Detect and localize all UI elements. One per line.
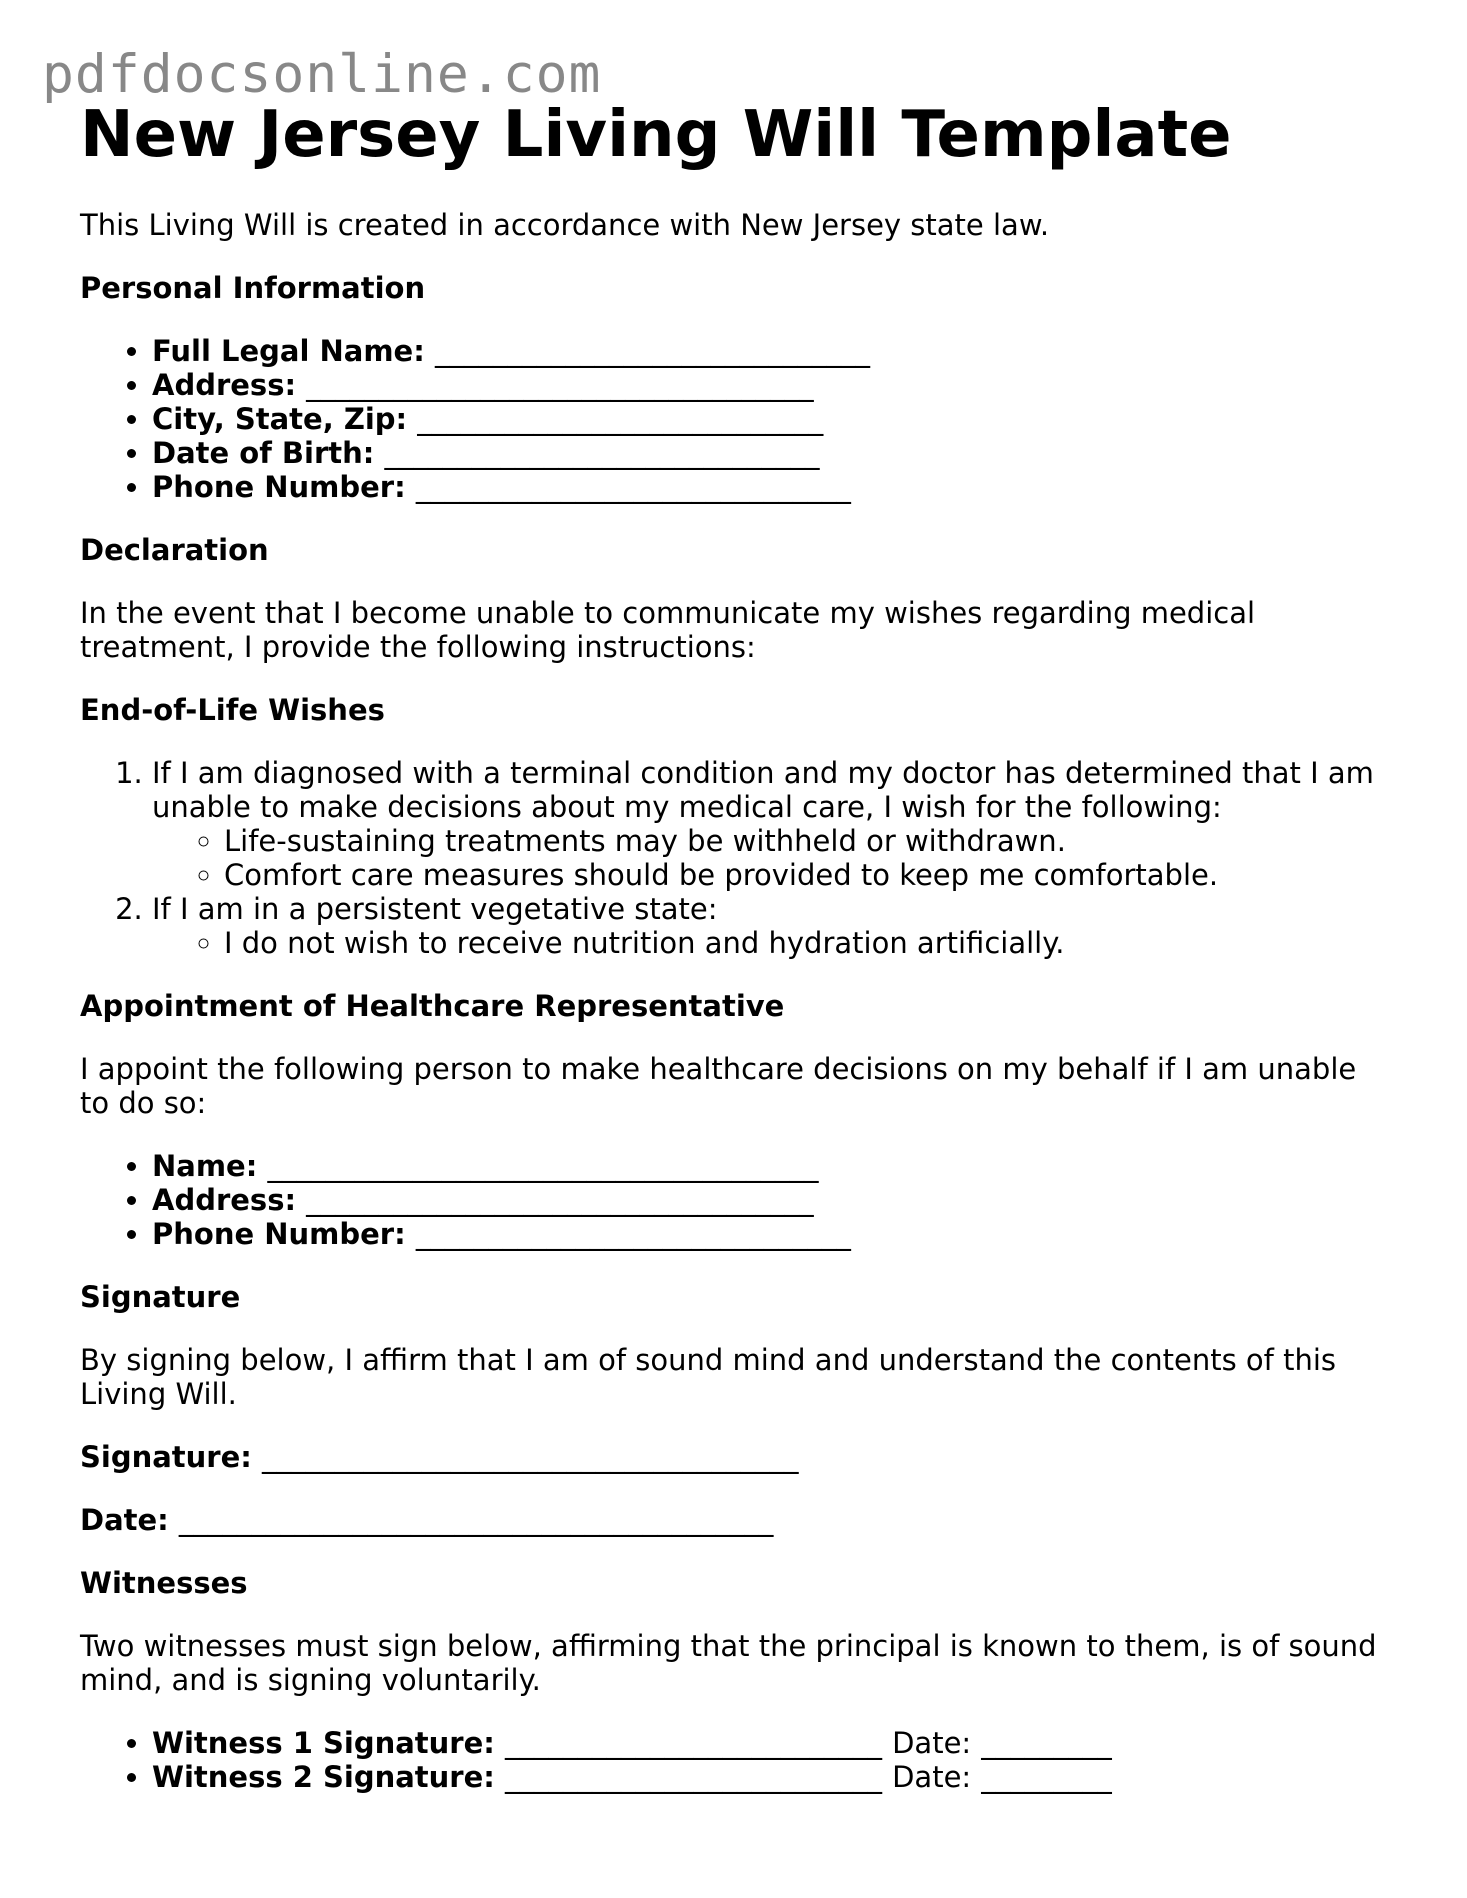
- field-blank-line[interactable]: ____________________________: [417, 402, 824, 437]
- witness-label: Witness 2 Signature:: [152, 1760, 495, 1795]
- personal-heading: Personal Information: [80, 271, 426, 306]
- date-label: Date:: [80, 1503, 169, 1538]
- wish-sublist: [152, 926, 1390, 960]
- field-blank-line[interactable]: ___________________________________: [306, 1183, 814, 1218]
- witness-date-label: Date:: [892, 1760, 972, 1795]
- field-blank-line[interactable]: ______________________________: [415, 470, 851, 505]
- wishes-list: [80, 756, 1390, 960]
- page-title: New Jersey Living Will Template: [80, 98, 1232, 172]
- wish-subitem: ◦ Life-sustaining treatments may be withheld or withdrawn.: [224, 824, 1390, 858]
- wishes-heading: End-of-Life Wishes: [80, 693, 385, 728]
- field-label: Full Legal Name:: [152, 334, 425, 369]
- witness-date-blank[interactable]: _________: [981, 1726, 1112, 1761]
- field-label: Date of Birth:: [152, 436, 375, 471]
- witnesses-text: Two witnesses must sign below, affirming that the principal is known to them, is of sound mind, and is signing voluntarily.: [80, 1629, 1377, 1698]
- field-label: Phone Number:: [152, 470, 406, 505]
- wish-text: If I am in a persistent vegetative state:: [152, 892, 718, 927]
- field-label: City, State, Zip:: [152, 402, 408, 437]
- personal-fields: [80, 334, 1390, 504]
- signature-line: [80, 1440, 1390, 1474]
- field-full-name: [152, 334, 1390, 368]
- signature-heading: Signature: [80, 1280, 241, 1315]
- wish-item: [152, 756, 1390, 892]
- field-blank-line[interactable]: ______________________________: [384, 436, 820, 471]
- field-city-state-zip: [152, 402, 1390, 436]
- field-phone-number: [152, 470, 1390, 504]
- date-blank-line[interactable]: _________________________________________: [178, 1503, 774, 1538]
- watermark: pdfdocsonline.com: [42, 44, 602, 105]
- wish-sublist: [152, 824, 1390, 892]
- witness-2-line: [152, 1760, 1390, 1794]
- field-address: [152, 368, 1390, 402]
- field-label: Phone Number:: [152, 1217, 406, 1252]
- witness-1-line: [152, 1726, 1390, 1760]
- field-blank-line[interactable]: ______________________________: [415, 1217, 851, 1252]
- declaration-text: In the event that I become unable to communicate my wishes regarding medical treatment, I provide the following instructions:: [80, 596, 1256, 665]
- field-rep-phone: [152, 1217, 1390, 1251]
- wish-subitem: ◦ I do not wish to receive nutrition and hydration artificially.: [224, 926, 1390, 960]
- declaration-heading: Declaration: [80, 533, 269, 568]
- wish-subitem: ◦ Comfort care measures should be provided to keep me comfortable.: [224, 858, 1390, 892]
- representative-heading: Appointment of Healthcare Representative: [80, 989, 785, 1024]
- witnesses-heading: Witnesses: [80, 1566, 248, 1601]
- field-label: Address:: [152, 368, 297, 403]
- wish-text: If I am diagnosed with a terminal condition and my doctor has determined that I am unable to make decisions about my medical care, I wish for the following:: [152, 756, 1374, 825]
- field-label: Address:: [152, 1183, 297, 1218]
- field-blank-line[interactable]: ___________________________________: [306, 368, 814, 403]
- field-rep-address: [152, 1183, 1390, 1217]
- field-rep-name: [152, 1149, 1390, 1183]
- signature-text: By signing below, I affirm that I am of sound mind and understand the contents of this Living Will.: [80, 1343, 1337, 1412]
- witness-date-label: Date:: [892, 1726, 972, 1761]
- representative-fields: [80, 1149, 1390, 1251]
- witness-fields: [80, 1726, 1390, 1794]
- document-page: [80, 100, 1390, 1823]
- witness-signature-blank[interactable]: __________________________: [504, 1726, 882, 1761]
- signature-date-line: [80, 1503, 1390, 1537]
- representative-text: I appoint the following person to make healthcare decisions on my behalf if I am unable to do so:: [80, 1052, 1357, 1121]
- witness-signature-blank[interactable]: __________________________: [504, 1760, 882, 1795]
- witness-date-blank[interactable]: _________: [981, 1760, 1112, 1795]
- field-blank-line[interactable]: ______________________________: [434, 334, 870, 369]
- field-blank-line[interactable]: ______________________________________: [267, 1149, 819, 1184]
- signature-blank-line[interactable]: _____________________________________: [262, 1440, 799, 1475]
- signature-label: Signature:: [80, 1440, 252, 1475]
- field-label: Name:: [152, 1149, 258, 1184]
- wish-item: [152, 892, 1390, 960]
- witness-label: Witness 1 Signature:: [152, 1726, 495, 1761]
- intro-text: This Living Will is created in accordance with New Jersey state law.: [80, 208, 1050, 243]
- field-date-of-birth: [152, 436, 1390, 470]
